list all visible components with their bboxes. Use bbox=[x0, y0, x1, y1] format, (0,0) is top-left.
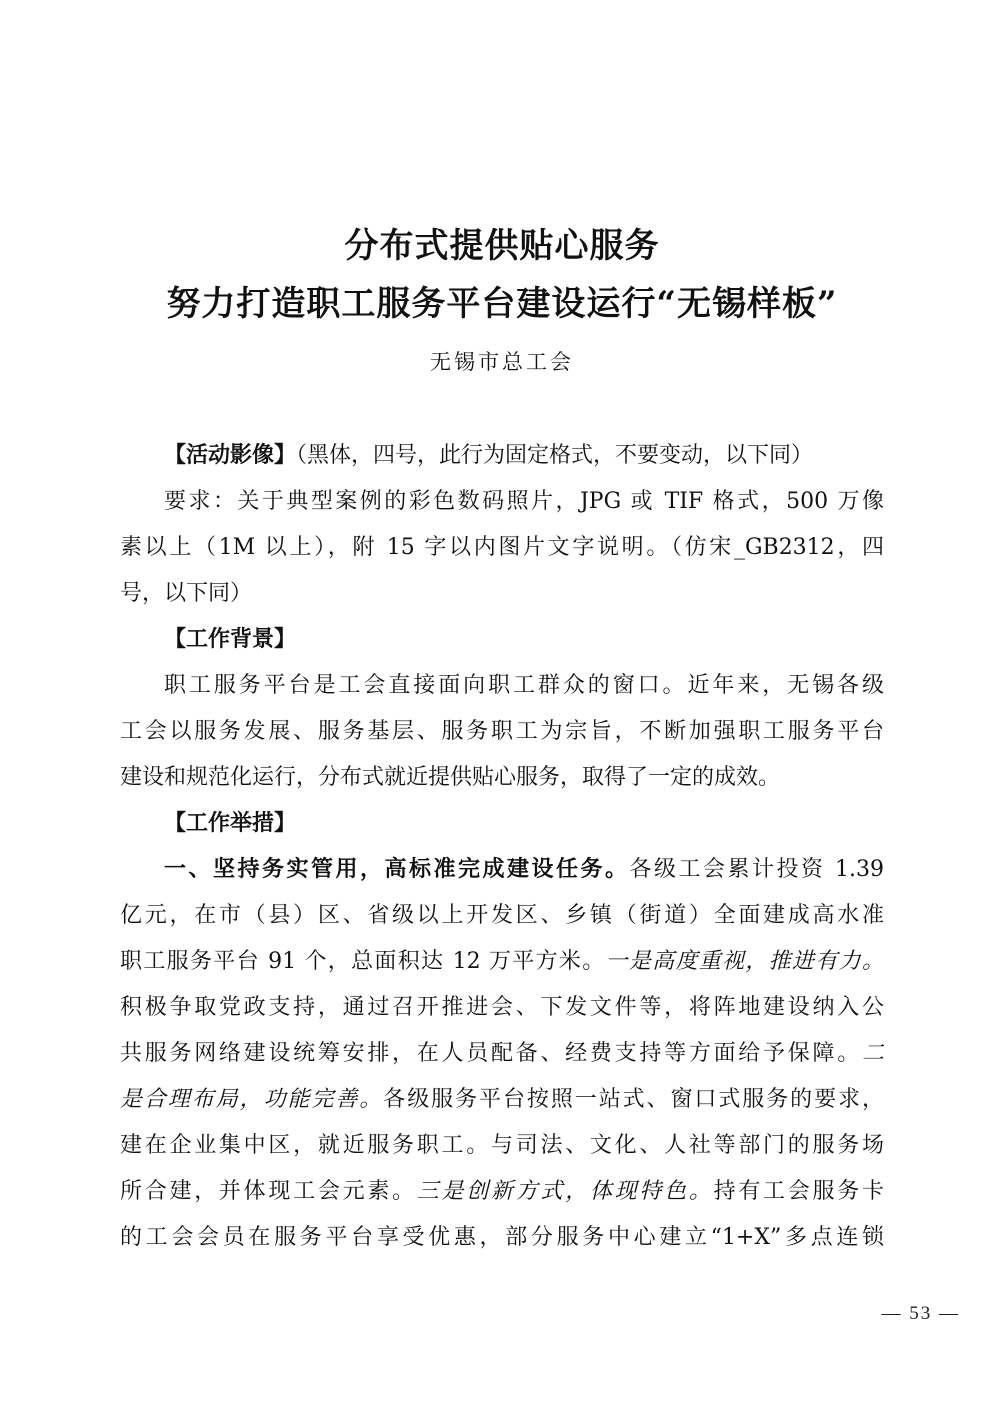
measures-line-8 bbox=[120, 1172, 884, 1212]
background-line-1: 职工服务平台是工会直接面向职工群众的窗口。近年来，无锡各级 bbox=[164, 673, 884, 698]
measures-heading: 【工作举措】 bbox=[164, 811, 297, 836]
measures-line-2: 亿元，在市（县）区、省级以上开发区、乡镇（街道）全面建成高水准 bbox=[120, 903, 884, 928]
title-line-2: 努力打造职工服务平台建设运行“无锡样板” bbox=[166, 284, 838, 324]
activity-line bbox=[164, 436, 884, 476]
point-three-heading: 三是创新方式，体现特色。 bbox=[416, 1179, 714, 1204]
measures-line-8-text: 所合建，并体现工会元素。 bbox=[120, 1179, 417, 1204]
measure-one-text: 各级工会累计投资 1.39 bbox=[629, 857, 884, 882]
measures-line-5 bbox=[120, 1034, 884, 1074]
background-line-3: 建设和规范化运行，分布式就近提供贴心服务，取得了一定的成效。 bbox=[120, 765, 781, 790]
activity-heading: 【活动影像】 bbox=[164, 443, 297, 468]
page-number: — 53 — bbox=[881, 1303, 960, 1324]
requirement-line-1: 要求：关于典型案例的彩色数码照片，JPG 或 TIF 格式，500 万像 bbox=[164, 489, 884, 514]
measures-line-7: 建在企业集中区，就近服务职工。与司法、文化、人社等部门的服务场 bbox=[120, 1133, 884, 1158]
activity-note: （黑体，四号，此行为固定格式，不要变动，以下同） bbox=[296, 443, 814, 468]
background-heading: 【工作背景】 bbox=[164, 627, 297, 652]
measures-line-8-tail: 持有工会服务卡 bbox=[713, 1179, 884, 1204]
point-two-heading-start: 二 bbox=[861, 1041, 884, 1066]
measures-line-3-text: 职工服务平台 91 个，总面积达 12 万平方米。 bbox=[120, 949, 606, 974]
title-line-1: 分布式提供贴心服务 bbox=[344, 226, 660, 266]
measures-line-3 bbox=[120, 942, 884, 982]
measures-line-9: 的工会会员在服务平台享受优惠，部分服务中心建立“1+X”多点连锁 bbox=[120, 1225, 884, 1250]
background-line-2: 工会以服务发展、服务基层、服务职工为宗旨，不断加强职工服务平台 bbox=[120, 719, 884, 744]
requirement-line-2: 素以上（1M 以上），附 15 字以内图片文字说明。（仿宋_GB2312，四 bbox=[120, 535, 884, 560]
author: 无锡市总工会 bbox=[430, 350, 574, 374]
point-two-heading-end: 是合理布局，功能完善。 bbox=[120, 1087, 384, 1112]
measures-line-1 bbox=[164, 850, 884, 890]
point-one-heading: 一是高度重视，推进有力。 bbox=[605, 949, 884, 974]
measures-line-6-text: 各级服务平台按照一站式、窗口式服务的要求， bbox=[383, 1087, 884, 1112]
measures-line-4: 积极争取党政支持，通过召开推进会、下发文件等，将阵地建设纳入公 bbox=[120, 995, 884, 1020]
measures-line-5-text: 共服务网络建设统筹安排，在人员配备、经费支持等方面给予保障。 bbox=[120, 1041, 862, 1066]
measures-line-6 bbox=[120, 1080, 884, 1120]
measure-one-heading: 一、坚持务实管用，高标准完成建设任务。 bbox=[164, 857, 630, 882]
requirement-line-3: 号，以下同） bbox=[120, 581, 253, 606]
